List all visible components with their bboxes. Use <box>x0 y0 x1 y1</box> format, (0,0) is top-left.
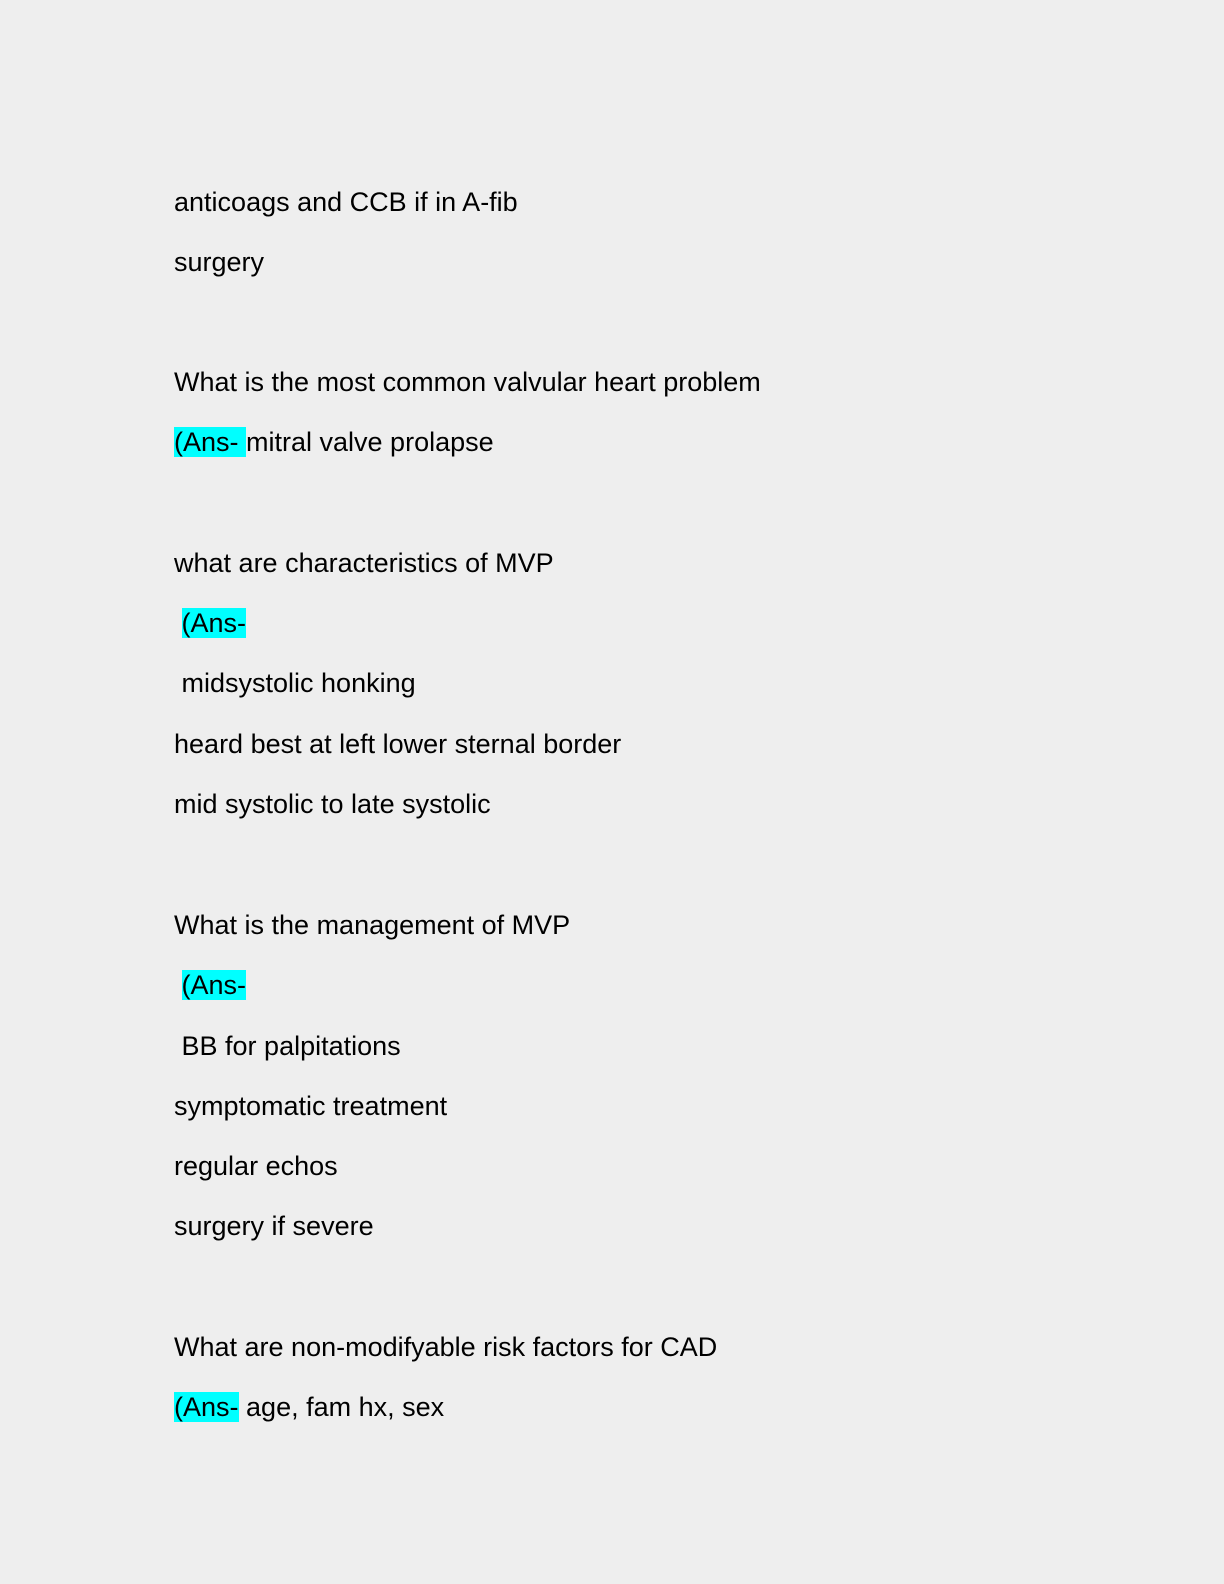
question-line <box>144 1290 718 1362</box>
answer-line <box>144 385 494 457</box>
answer-line <box>144 566 247 638</box>
line-text: midsystolic honking <box>174 668 416 698</box>
line-text: anticoags and CCB if in A-fib <box>174 187 518 217</box>
text-line <box>144 1109 338 1181</box>
text-line <box>144 747 491 819</box>
line-text: BB for palpitations <box>174 1031 401 1061</box>
text-line <box>144 989 401 1061</box>
text-line <box>144 1169 374 1241</box>
question-line <box>144 325 761 397</box>
line-text: symptomatic treatment <box>174 1091 448 1121</box>
answer-line <box>144 1350 445 1422</box>
line-text: regular echos <box>174 1151 338 1181</box>
question-line <box>144 868 571 940</box>
line-text: surgery if severe <box>174 1211 374 1241</box>
answer-highlight: (Ans- <box>181 970 247 1000</box>
text-line <box>144 145 518 217</box>
text-line <box>144 1049 448 1121</box>
answer-text: age, fam hx, sex <box>238 1392 445 1422</box>
answer-highlight: (Ans- <box>174 1392 239 1422</box>
line-text: surgery <box>174 247 265 277</box>
answer-text: mitral valve prolapse <box>246 427 494 457</box>
question-text: What is the management of MVP <box>174 910 571 940</box>
text-line <box>144 626 416 698</box>
text-line <box>144 687 622 759</box>
question-text: what are characteristics of MVP <box>174 548 554 578</box>
question-text: What are non-modifyable risk factors for CAD <box>174 1332 718 1362</box>
answer-line <box>144 928 247 1000</box>
question-text: What is the most common valvular heart problem <box>174 367 761 397</box>
line-text: heard best at left lower sternal border <box>174 729 622 759</box>
text-line <box>144 205 265 277</box>
answer-highlight: (Ans- <box>174 427 247 457</box>
question-line <box>144 506 554 578</box>
line-text: mid systolic to late systolic <box>174 789 491 819</box>
answer-highlight: (Ans- <box>181 608 247 638</box>
